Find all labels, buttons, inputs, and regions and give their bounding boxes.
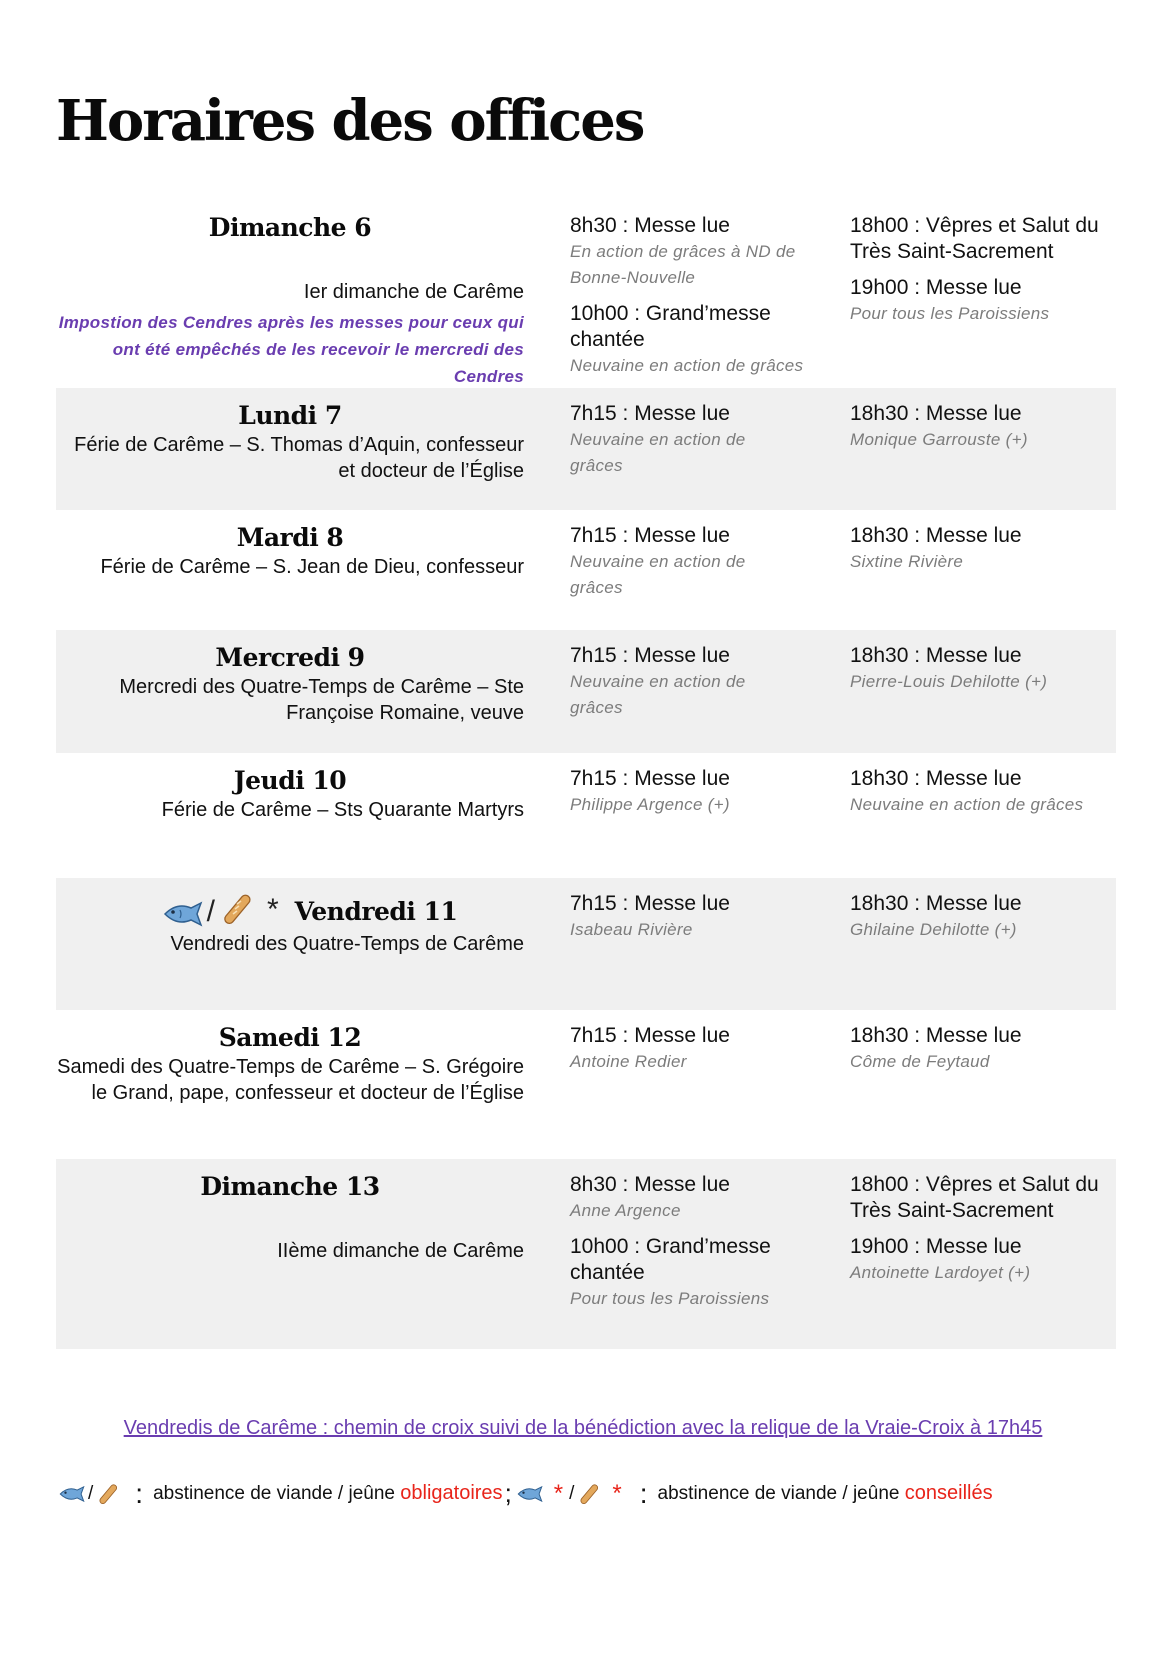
service-intention: Monique Garrouste (+)	[850, 430, 1028, 449]
service-intention: Philippe Argence (+)	[570, 795, 730, 814]
service-title: 18h30 : Messe lue	[850, 1024, 1022, 1047]
day-info	[56, 643, 524, 753]
service-intention: Sixtine Rivière	[850, 552, 964, 571]
morning-services	[570, 213, 850, 388]
service-title: 7h15 : Messe lue	[570, 644, 730, 667]
page-title: Horaires des offices	[56, 88, 644, 154]
service-title: 18h30 : Messe lue	[850, 644, 1022, 667]
day-info	[56, 766, 524, 878]
service	[570, 1172, 850, 1224]
service-title: 7h15 : Messe lue	[570, 524, 730, 547]
service	[850, 213, 1116, 265]
day-row-dimanche-13	[56, 1159, 1116, 1349]
day-label: Vendredi des Quatre-Temps de Carême	[170, 933, 524, 955]
service-title: 18h30 : Messe lue	[850, 767, 1022, 790]
morning-services	[570, 1023, 850, 1159]
day-name: Vendredi 11	[294, 897, 458, 926]
bread-icon	[577, 1482, 601, 1506]
fasting-legend	[56, 1478, 993, 1509]
service	[570, 213, 850, 291]
day-row-vendredi-11	[56, 878, 1116, 1010]
evening-services	[850, 401, 1116, 510]
service-title: 18h30 : Messe lue	[850, 402, 1022, 425]
service-title: 19h00 : Messe lue	[850, 1235, 1022, 1258]
evening-services	[850, 1172, 1116, 1349]
day-info	[56, 1172, 524, 1349]
legend-colon: :	[135, 1477, 144, 1509]
day-label: Samedi des Quatre-Temps de Carême – S. Grégoire le Grand, pape, confesseur et docteur de l’Église	[57, 1056, 524, 1104]
service-intention: Antoinette Lardoyet (+)	[850, 1263, 1031, 1282]
day-row-mardi-8	[56, 510, 1116, 630]
service-intention: Neuvaine en action de grâces	[570, 672, 746, 717]
legend-text: abstinence de viande / jeûne	[153, 1482, 395, 1504]
day-info	[56, 401, 524, 510]
evening-services	[850, 766, 1116, 878]
service	[850, 1172, 1116, 1224]
service	[570, 1234, 850, 1312]
service-title: 8h30 : Messe lue	[570, 1173, 730, 1196]
legend-colon: :	[639, 1477, 648, 1509]
morning-services	[570, 523, 850, 630]
advised-star: *	[553, 1479, 564, 1507]
advised-star: *	[612, 1479, 622, 1507]
service-intention: Pour tous les Paroissiens	[850, 304, 1050, 323]
morning-services	[570, 643, 850, 753]
service	[850, 1234, 1116, 1286]
fasting-day-heading	[96, 891, 524, 927]
service-intention: Pierre-Louis Dehilotte (+)	[850, 672, 1048, 691]
day-row-jeudi-10	[56, 753, 1116, 878]
bread-icon	[219, 891, 255, 927]
day-row-samedi-12	[56, 1010, 1116, 1159]
service-title: 18h30 : Messe lue	[850, 892, 1022, 915]
service-title: 8h30 : Messe lue	[570, 214, 730, 237]
service-title: 19h00 : Messe lue	[850, 276, 1022, 299]
day-row-mercredi-9	[56, 630, 1116, 753]
legend-advised: conseillés	[904, 1482, 993, 1504]
evening-services	[850, 891, 1116, 1010]
day-label: Mercredi des Quatre-Temps de Carême – Ste Françoise Romaine, veuve	[119, 676, 524, 724]
schedule-table	[56, 200, 1116, 1349]
service-title: 10h00 : Grand’messe chantée	[570, 302, 771, 351]
service-title: 7h15 : Messe lue	[570, 402, 730, 425]
legend-slash: /	[88, 1482, 94, 1504]
day-name: Mercredi 9	[215, 643, 365, 672]
fish-icon	[59, 1485, 85, 1503]
day-name: Mardi 8	[236, 523, 344, 552]
legend-required: obligatoires	[400, 1482, 503, 1504]
day-name: Dimanche 6	[208, 213, 372, 242]
legend-text: abstinence de viande / jeûne	[657, 1482, 900, 1504]
day-row-lundi-7	[56, 388, 1116, 510]
day-label: Férie de Carême – Sts Quarante Martyrs	[161, 799, 524, 821]
separator-slash: /	[206, 895, 215, 928]
service-intention: Ghilaine Dehilotte (+)	[850, 920, 1017, 939]
day-row-dimanche-6	[56, 200, 1116, 388]
service-title: 18h00 : Vêpres et Salut du Très Saint-Sacrement	[850, 214, 1099, 263]
day-label: Férie de Carême – S. Jean de Dieu, confesseur	[100, 556, 524, 578]
evening-services	[850, 523, 1116, 630]
evening-services	[850, 213, 1116, 388]
advised-star: *	[266, 893, 279, 926]
day-info	[56, 1023, 524, 1159]
service-intention: Côme de Feytaud	[850, 1052, 990, 1071]
stations-of-the-cross-link[interactable]: Vendredis de Carême : chemin de croix suivi de la bénédiction avec la relique de la Vraie-Croix à 17h45	[123, 1417, 1043, 1439]
service-title: 18h30 : Messe lue	[850, 524, 1022, 547]
evening-services	[850, 1023, 1116, 1159]
service-intention: Anne Argence	[570, 1201, 681, 1220]
service	[850, 275, 1116, 327]
day-info	[56, 891, 524, 1010]
service-intention: Neuvaine en action de grâces	[850, 795, 1084, 814]
service-title: 7h15 : Messe lue	[570, 1024, 730, 1047]
fish-icon	[163, 901, 203, 927]
day-name: Jeudi 10	[233, 766, 347, 795]
morning-services	[570, 401, 850, 510]
service-intention: Neuvaine en action de grâces	[570, 356, 804, 375]
morning-services	[570, 766, 850, 878]
evening-services	[850, 643, 1116, 753]
service-title: 10h00 : Grand’messe chantée	[570, 1235, 771, 1284]
legend-slash: /	[569, 1482, 575, 1504]
morning-services	[570, 1172, 850, 1349]
service-intention: Isabeau Rivière	[570, 920, 693, 939]
service-intention: Neuvaine en action de grâces	[570, 430, 746, 475]
day-name: Samedi 12	[218, 1023, 362, 1052]
day-label: Ier dimanche de Carême	[303, 281, 524, 303]
service	[570, 301, 850, 379]
bread-icon	[96, 1482, 120, 1506]
legend-semicolon: ;	[504, 1478, 512, 1508]
service-title: 7h15 : Messe lue	[570, 892, 730, 915]
day-label: IIème dimanche de Carême	[277, 1240, 524, 1262]
morning-services	[570, 891, 850, 1010]
service-intention: Antoine Redier	[570, 1052, 687, 1071]
day-name: Lundi 7	[238, 401, 342, 430]
day-name: Dimanche 13	[200, 1172, 380, 1201]
service-intention: Neuvaine en action de grâces	[570, 552, 746, 597]
day-info	[56, 523, 524, 630]
day-info	[56, 213, 524, 388]
day-note: Impostion des Cendres après les messes pour ceux qui ont été empêchés de les recevoir le mercredi des Cendres	[58, 313, 524, 386]
service-intention: En action de grâces à ND de Bonne-Nouvelle	[570, 242, 796, 287]
day-label: Férie de Carême – S. Thomas d’Aquin, confesseur et docteur de l’Église	[74, 434, 524, 482]
service-intention: Pour tous les Paroissiens	[570, 1289, 770, 1308]
service-title: 7h15 : Messe lue	[570, 767, 730, 790]
service-title: 18h00 : Vêpres et Salut du Très Saint-Sacrement	[850, 1173, 1099, 1222]
fish-icon	[517, 1485, 543, 1503]
